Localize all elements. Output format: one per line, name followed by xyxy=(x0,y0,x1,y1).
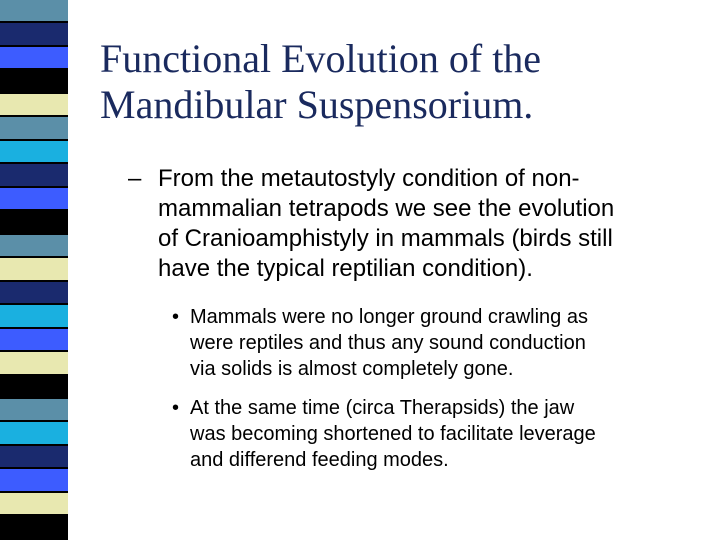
slide-title xyxy=(100,36,700,128)
sub-point-1-line-3: via solids is almost completely gone. xyxy=(190,358,514,380)
title-line-2: Mandibular Suspensorium. xyxy=(100,82,534,127)
sub-point-2-line-2: was becoming shortened to facilitate leverage xyxy=(190,423,596,445)
stripe-segment xyxy=(0,70,68,93)
title-line-1: Functional Evolution of the xyxy=(100,36,542,81)
stripe-segment xyxy=(0,258,68,281)
main-point-line-4: have the typical reptilian condition). xyxy=(158,255,533,282)
main-point-line-1: From the metautostyly condition of non- xyxy=(158,165,580,192)
main-point-line-3: of Cranioamphistyly in mammals (birds still xyxy=(158,225,613,252)
stripe-segment xyxy=(0,94,68,117)
stripe-segment xyxy=(0,23,68,46)
stripe-segment xyxy=(0,493,68,516)
stripe-segment xyxy=(0,235,68,258)
main-point-line-2: mammalian tetrapods we see the evolution xyxy=(158,195,615,222)
stripe-segment xyxy=(0,188,68,211)
bullet-marker: • xyxy=(172,397,180,419)
sub-point-1-line-1: Mammals were no longer ground crawling as xyxy=(190,306,588,328)
stripe-segment xyxy=(0,422,68,445)
stripe-segment xyxy=(0,141,68,164)
sub-point-1-line-2: were reptiles and thus any sound conduction xyxy=(190,332,586,354)
stripe-segment xyxy=(0,47,68,70)
stripe-segment xyxy=(0,516,68,539)
stripe-segment xyxy=(0,399,68,422)
sub-point-2-line-1: At the same time (circa Therapsids) the jaw xyxy=(190,397,575,419)
sub-point-1 xyxy=(172,304,702,382)
stripe-segment xyxy=(0,305,68,328)
bullet-marker: • xyxy=(172,306,180,328)
decorative-stripe xyxy=(0,0,68,540)
stripe-segment xyxy=(0,469,68,492)
stripe-segment xyxy=(0,117,68,140)
sub-point-2 xyxy=(172,395,702,473)
stripe-segment xyxy=(0,211,68,234)
stripe-segment xyxy=(0,446,68,469)
stripe-segment xyxy=(0,282,68,305)
stripe-segment xyxy=(0,376,68,399)
stripe-segment xyxy=(0,0,68,23)
stripe-segment xyxy=(0,164,68,187)
sub-point-2-line-3: and differend feeding modes. xyxy=(190,449,449,471)
dash-marker: – xyxy=(128,165,142,192)
main-point xyxy=(128,164,703,284)
stripe-segment xyxy=(0,352,68,375)
stripe-segment xyxy=(0,329,68,352)
